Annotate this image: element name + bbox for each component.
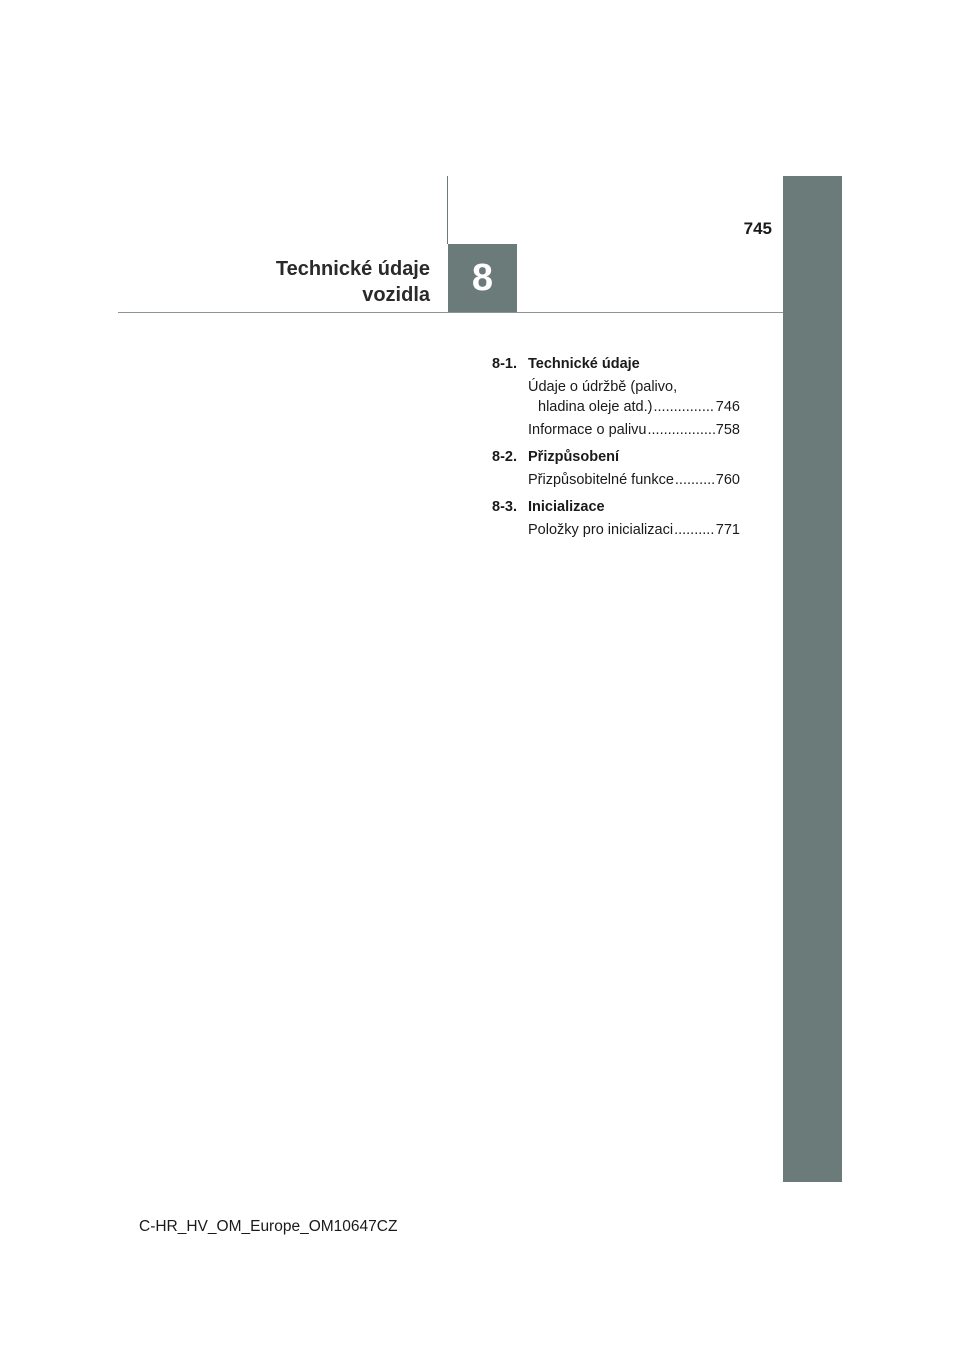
toc-entry[interactable] <box>528 420 740 440</box>
toc-section-heading[interactable] <box>492 497 740 517</box>
toc-section-number: 8-3. <box>492 499 517 515</box>
toc-section-8-3 <box>492 497 740 540</box>
toc-section-heading[interactable] <box>492 354 740 374</box>
document-code: C-HR_HV_OM_Europe_OM10647CZ <box>139 1218 398 1235</box>
chapter-side-tab <box>783 176 842 1182</box>
toc-entry[interactable] <box>528 377 740 417</box>
toc-section-8-1 <box>492 354 740 440</box>
chapter-title-line1: Technické údaje <box>275 258 430 280</box>
toc-section-number: 8-1. <box>492 356 517 372</box>
leader-dots <box>647 420 714 440</box>
toc-section-title: Technické údaje <box>528 356 640 372</box>
chapter-title <box>276 256 430 308</box>
toc-entry-page: 760 <box>715 472 740 488</box>
chapter-number-box <box>448 244 517 312</box>
page-number: 745 <box>743 219 772 238</box>
toc-entry-title-cont: hladina oleje atd.) <box>538 399 653 415</box>
toc-entry[interactable] <box>528 470 740 490</box>
toc-section-8-2 <box>492 447 740 490</box>
toc-entry-page: 746 <box>715 399 740 415</box>
chapter-number: 8 <box>471 256 494 299</box>
table-of-contents <box>492 354 740 547</box>
toc-entry-page: 771 <box>715 522 740 538</box>
chapter-title-line2: vozidla <box>362 284 430 306</box>
toc-section-title: Inicializace <box>528 499 605 515</box>
toc-section-title: Přizpůsobení <box>528 449 620 465</box>
toc-entry-page: 758 <box>715 422 740 438</box>
leader-dots <box>674 520 715 540</box>
header-vertical-rule <box>447 176 448 244</box>
header-horizontal-rule <box>118 312 783 313</box>
toc-section-number: 8-2. <box>492 449 517 465</box>
toc-entry-title: Položky pro inicializaci <box>528 522 674 538</box>
leader-dots <box>653 397 714 417</box>
toc-entry-title: Údaje o údržbě (palivo, <box>528 379 678 395</box>
toc-entry[interactable] <box>528 520 740 540</box>
toc-entry-title: Informace o palivu <box>528 422 647 438</box>
toc-section-heading[interactable] <box>492 447 740 467</box>
toc-entry-title: Přizpůsobitelné funkce <box>528 472 674 488</box>
leader-dots <box>675 470 715 490</box>
